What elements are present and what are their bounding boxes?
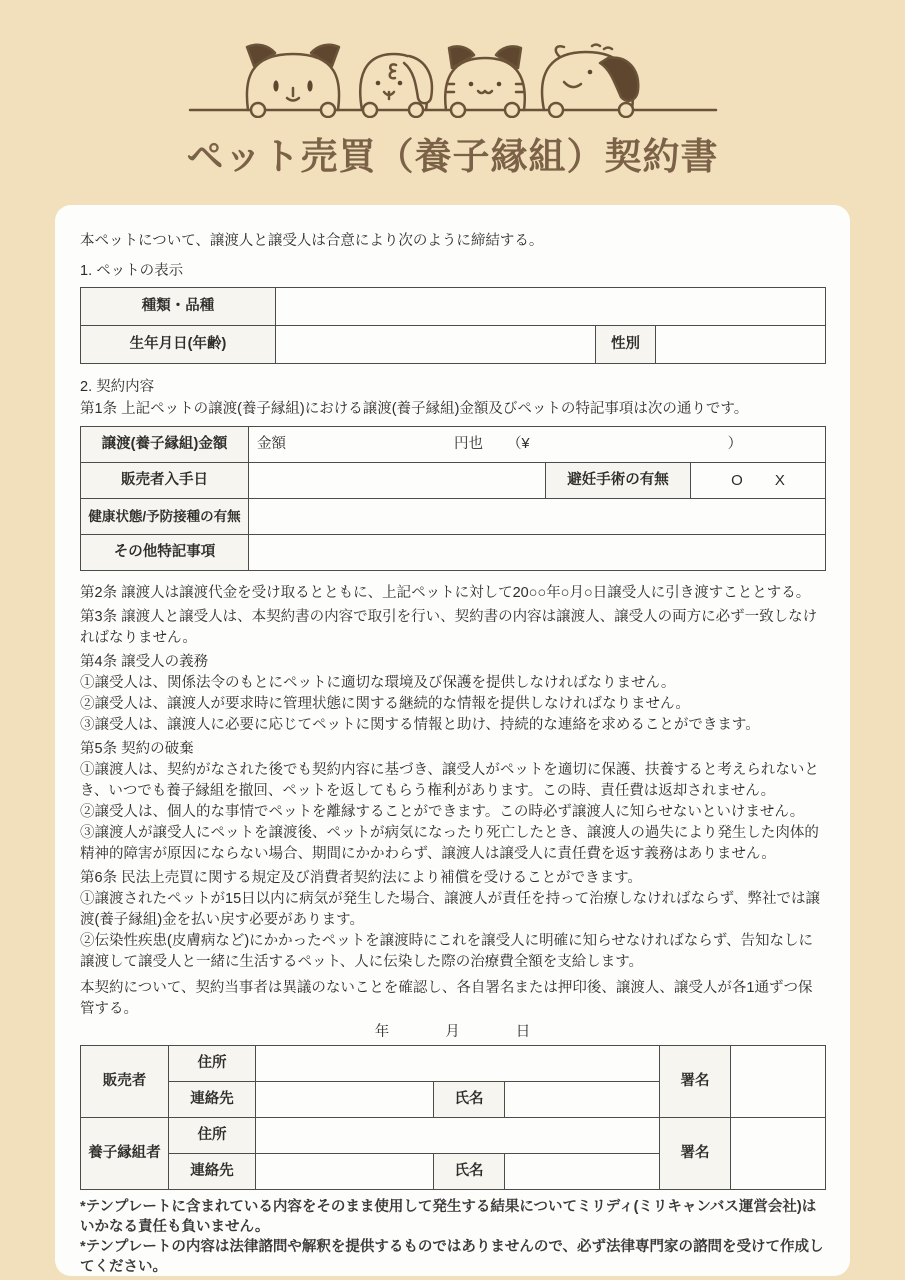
price-label: 譲渡(養子縁組)金額 [81, 427, 249, 463]
article-clause-item: ①譲受人は、関係法令のもとにペットに適切な環境及び保護を提供しなければなりません。 [80, 675, 676, 691]
article-3 [80, 607, 825, 649]
date-year-label: 年 [374, 1024, 390, 1040]
adopter-sign-label: 署名 [660, 1118, 731, 1190]
article-clause-item: ②譲受人は、譲渡人が要求時に管理状態に関する継続的な情報を提供しなければなりません。 [80, 696, 690, 712]
article-paragraph: 第4条 譲受人の義務 [80, 654, 209, 670]
disclaimer-note: *テンプレートの内容は法律諮問や解釈を提供するものではありませんので、必ず法律専門家の諮問を受けて作成してください。 [80, 1239, 824, 1275]
contract-card [55, 205, 850, 1276]
section2-heading: 2. 契約内容 [80, 379, 155, 395]
adopter-address-label: 住所 [169, 1118, 256, 1154]
article-5 [80, 739, 825, 865]
article-paragraph: 第6条 民法上売買に関する規定及び消費者契約法により補償を受けることができます。 [80, 870, 642, 886]
acquired-date-label: 販売者入手日 [81, 463, 249, 499]
health-input-cell[interactable] [249, 499, 826, 535]
adopter-contact-input-cell[interactable] [256, 1154, 434, 1190]
signature-table [80, 1045, 826, 1190]
article-paragraph: 第2条 譲渡人は譲渡代金を受け取るとともに、上記ペットに対して20○○年○月○日譲受人に引き渡すこととする。 [80, 585, 811, 601]
seller-address-input-cell[interactable] [256, 1046, 660, 1082]
seller-sign-label: 署名 [660, 1046, 731, 1118]
adopter-signature-input-cell[interactable] [731, 1118, 826, 1190]
table-row [81, 1118, 826, 1154]
adopter-name-input-cell[interactable] [505, 1154, 660, 1190]
pet-info-table [80, 287, 826, 364]
cat-peeking-icon [246, 45, 338, 110]
article-clause-item: ①譲渡人は、契約がなされた後でも契約内容に基づき、譲受人がペットを適切に保護、扶養すると考えられないとき、いつでも養子縁組を撤回、ペットを返してもらう権利があります。この時、責任費は返却されません。 [80, 762, 819, 799]
table-row [81, 288, 826, 326]
spotted-dog-peeking-icon [542, 45, 638, 111]
price-input-cell[interactable] [249, 427, 826, 463]
closing-statement: 本契約について、契約当事者は異議のないことを確認し、各自署名または押印後、譲渡人、譲受人が各1通ずつ保管する。 [80, 980, 813, 1017]
article-clause-item: ①譲渡されたペットが15日以内に病気が発生した場合、譲渡人が責任を持って治療しなければならず、弊社では譲渡(養子縁組)金を払い戻す必要があります。 [80, 891, 820, 928]
pet-birthdate-input-cell[interactable] [276, 326, 596, 364]
date-month-label: 月 [445, 1024, 460, 1040]
page-header [0, 0, 905, 180]
table-row [81, 535, 826, 571]
article-clause-item: ②譲受人は、個人的な事情でペットを離縁することができます。この時必ず譲渡人に知らせないといけません。 [80, 804, 805, 820]
article-clause-item: ②伝染性疾患(皮膚病など)にかかったペットを譲渡時にこれを譲受人に明確に知らせなければならず、告知なしに譲渡して譲受人と一緒に生活するペット、人に伝染した際の治療費全額を支給します。 [80, 933, 814, 970]
article-clause-item: ③譲渡人が譲受人にペットを譲渡後、ペットが病気になったり死亡したとき、譲渡人の過失により発生した肉体的精神的障害が原因にならない場合、期間にかかわらず、譲渡人は譲受人に責任費を返す義務はありません。 [80, 825, 819, 862]
article-2 [80, 583, 825, 604]
seller-contact-label: 連絡先 [169, 1082, 256, 1118]
adopter-address-input-cell[interactable] [256, 1118, 660, 1154]
disclaimer-note: *テンプレートに含まれている内容をそのまま使用して発生する結果についてミリディ(ミリキャンバス運営会社)はいかなる責任も負いません。 [80, 1199, 817, 1235]
neuter-yes-option[interactable]: O [731, 472, 743, 489]
article-1-text: 第1条 上記ペットの譲渡(養子縁組)における譲渡(養子縁組)金額及びペットの特記事項は次の通りです。 [80, 401, 749, 417]
price-cell-content [257, 434, 817, 455]
table-row [81, 326, 826, 364]
adopter-role-label: 養子縁組者 [81, 1118, 169, 1190]
contract-date-line [80, 1022, 825, 1042]
article-paragraph: 第3条 譲渡人と譲受人は、本契約書の内容で取引を行い、契約書の内容は譲渡人、譲受人の両方に必ず一致しなければなりません。 [80, 609, 818, 646]
contract-intro: 本ペットについて、譲渡人と譲受人は合意により次のように締結する。 [80, 233, 544, 249]
tabby-cat-peeking-icon [445, 46, 525, 110]
adopter-contact-label: 連絡先 [169, 1154, 256, 1190]
amount-label: 金額 [257, 436, 286, 452]
acquired-date-input-cell[interactable] [249, 463, 546, 499]
pet-mascots-illustration [188, 42, 718, 118]
adopter-name-label: 氏名 [434, 1154, 505, 1190]
notes-label: その他特記事項 [81, 535, 249, 571]
article-6 [80, 868, 825, 973]
seller-name-label: 氏名 [434, 1082, 505, 1118]
pet-sex-label: 性別 [596, 326, 656, 364]
neuter-choice-cell [691, 463, 826, 499]
pet-birthdate-label: 生年月日(年齢) [81, 326, 276, 364]
article-clause-item: ③譲受人は、譲渡人に必要に応じてペットに関する情報と助け、持続的な連絡を求めることができます。 [80, 717, 760, 733]
seller-signature-input-cell[interactable] [731, 1046, 826, 1118]
contract-terms-table [80, 426, 826, 571]
table-row [81, 427, 826, 463]
pet-sex-input-cell[interactable] [656, 326, 826, 364]
date-day-label: 日 [515, 1024, 531, 1040]
yen-symbol: ¥ [521, 436, 530, 452]
article-4 [80, 652, 825, 736]
pet-type-label: 種類・品種 [81, 288, 276, 326]
puppy-peeking-icon [360, 54, 432, 110]
contract-articles [80, 583, 825, 973]
yen-unit-label: 円也 [454, 436, 483, 452]
article-paragraph: 第5条 契約の破棄 [80, 741, 194, 757]
neuter-no-option[interactable]: X [774, 472, 785, 489]
template-disclaimers [80, 1197, 825, 1276]
table-row [81, 1046, 826, 1082]
paren-open: （ [507, 436, 522, 452]
page-title: ペット売買（養子縁組）契約書 [186, 136, 719, 177]
notes-input-cell[interactable] [249, 535, 826, 571]
pet-type-input-cell[interactable] [276, 288, 826, 326]
table-row [81, 463, 826, 499]
paren-close: ） [727, 436, 743, 452]
seller-name-input-cell[interactable] [505, 1082, 660, 1118]
seller-role-label: 販売者 [81, 1046, 169, 1118]
table-row [81, 499, 826, 535]
neuter-label: 避妊手術の有無 [546, 463, 691, 499]
section1-heading: 1. ペットの表示 [80, 263, 184, 279]
seller-contact-input-cell[interactable] [256, 1082, 434, 1118]
seller-address-label: 住所 [169, 1046, 256, 1082]
health-label: 健康状態/予防接種の有無 [81, 499, 249, 535]
